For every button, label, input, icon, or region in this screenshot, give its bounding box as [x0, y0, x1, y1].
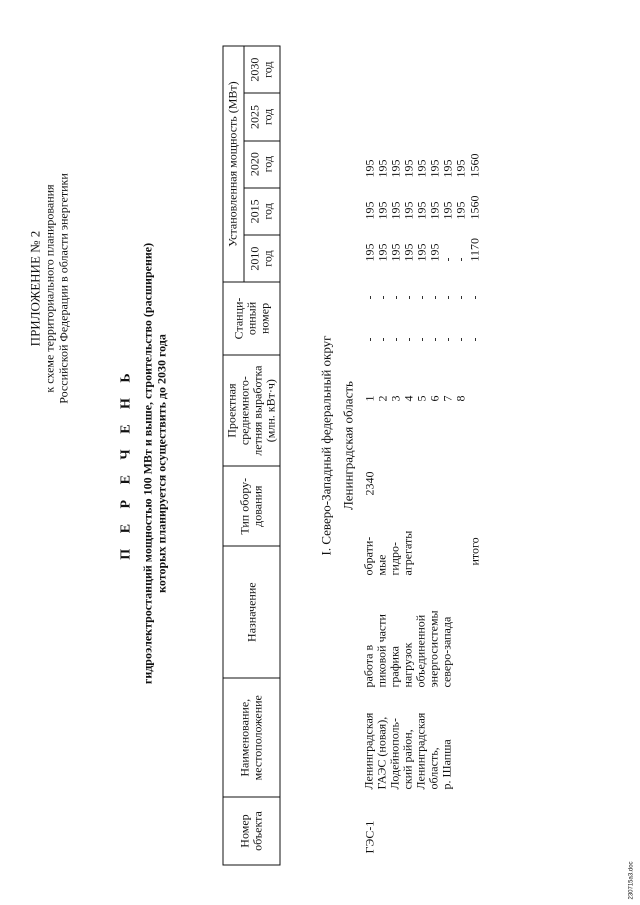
- total-cell-y2010: -: [467, 337, 481, 341]
- station-number-cell: 5: [414, 395, 428, 401]
- name-line: Ленинградская: [361, 712, 375, 789]
- capacity-cell-y2030: 195: [427, 159, 441, 177]
- name-line: ский район,: [400, 728, 414, 789]
- capacity-cell-y2015: -: [388, 295, 402, 299]
- heading-line-1: гидроэлектростанций мощностью 100 МВт и выше, строительство (расширение): [140, 242, 154, 684]
- purpose-line: нагрузок: [400, 641, 414, 687]
- capacity-cell-y2015: -: [440, 295, 454, 299]
- name-line: р. Шапша: [439, 738, 453, 789]
- entry-equipment: [362, 530, 414, 575]
- col-equipment-type: Тип обору- дования: [223, 466, 280, 545]
- capacity-cell-y2010: -: [440, 337, 454, 341]
- entry-purpose: [362, 610, 453, 687]
- appendix-block: [28, 108, 70, 468]
- capacity-cell-y2025: 195: [440, 201, 454, 219]
- purpose-line: северо-запада: [439, 616, 453, 687]
- capacity-cell-y2010: -: [388, 337, 402, 341]
- total-cell-y2025: 1560: [467, 195, 481, 219]
- capacity-cell-y2010: -: [401, 337, 415, 341]
- appendix-line-1: к схеме территориального планирования: [42, 183, 56, 393]
- equipment-line: мые: [374, 554, 388, 575]
- purpose-line: объединенной: [413, 614, 427, 687]
- entry-name-location: [362, 712, 453, 789]
- capacity-cell-y2015: -: [375, 295, 389, 299]
- name-line: Лодейнополь-: [387, 717, 401, 789]
- entry-total-label: итого: [467, 536, 481, 565]
- station-number-cell: 3: [388, 395, 402, 401]
- capacity-cell-y2020: 195: [401, 243, 415, 261]
- station-number-cell: 6: [427, 395, 441, 401]
- total-cell-y2020: 1170: [467, 237, 481, 261]
- equipment-line: агрегаты: [400, 530, 414, 575]
- col-design-output: Проектная среднемного- летняя выработка (млн. кВт·ч): [223, 354, 280, 466]
- document-heading: [118, 163, 168, 763]
- col-name-location: Наименование, местоположение: [223, 678, 280, 797]
- capacity-cell-y2020: 195: [375, 243, 389, 261]
- capacity-cell-y2030: 195: [414, 159, 428, 177]
- purpose-line: энергосистемы: [426, 609, 440, 687]
- capacity-cell-y2030: 195: [440, 159, 454, 177]
- capacity-cell-y2025: 195: [388, 201, 402, 219]
- station-number-cell: 4: [401, 395, 415, 401]
- capacity-cell-y2025: 195: [414, 201, 428, 219]
- entry-design-output: 2340: [362, 471, 376, 495]
- heading-line-2: которых планируется осуществить до 2030 года: [154, 333, 168, 593]
- equipment-line: гидро-: [387, 541, 401, 575]
- capacity-cell-y2025: 195: [427, 201, 441, 219]
- heading-title: П Е Р Е Ч Е Н Ь: [118, 366, 133, 560]
- col-installed-capacity: Установленная мощность (МВт): [223, 46, 244, 282]
- name-line: область,: [426, 746, 440, 789]
- document-id: 230715a3.doc: [628, 860, 634, 899]
- capacity-cell-y2020: 195: [362, 243, 376, 261]
- hydro-table-header: [222, 45, 280, 865]
- equipment-line: обрати-: [361, 536, 375, 575]
- capacity-cell-y2020: 195: [388, 243, 402, 261]
- section-district: I. Северо-Западный федеральный округ: [318, 334, 333, 556]
- capacity-cell-y2030: 195: [453, 159, 467, 177]
- capacity-cell-y2015: -: [401, 295, 415, 299]
- appendix-title: ПРИЛОЖЕНИЕ № 2: [27, 230, 42, 346]
- capacity-cell-y2030: 195: [401, 159, 415, 177]
- capacity-cell-y2020: -: [453, 257, 467, 261]
- col-purpose: Назначение: [223, 545, 280, 677]
- total-cell-y2030: 1560: [467, 153, 481, 177]
- station-number-cell: 8: [453, 395, 467, 401]
- capacity-cell-y2010: -: [362, 337, 376, 341]
- capacity-cell-y2015: -: [427, 295, 441, 299]
- capacity-cell-y2015: -: [453, 295, 467, 299]
- capacity-cell-y2025: 195: [453, 201, 467, 219]
- capacity-cell-y2025: 195: [362, 201, 376, 219]
- capacity-cell-y2015: -: [362, 295, 376, 299]
- capacity-cell-y2010: -: [453, 337, 467, 341]
- capacity-cell-y2030: 195: [388, 159, 402, 177]
- purpose-line: работа в: [361, 644, 375, 687]
- capacity-cell-y2010: -: [375, 337, 389, 341]
- name-line: ГАЭС (новая),: [374, 716, 388, 789]
- capacity-cell-y2020: -: [440, 257, 454, 261]
- entry-object-number: ГЭС-1: [362, 820, 376, 853]
- total-cell-y2015: -: [467, 295, 481, 299]
- col-station-number: Станци- онный номер: [223, 282, 280, 355]
- col-year-2010: 2010 год: [243, 234, 279, 281]
- col-year-2030: 2030 год: [243, 46, 279, 93]
- station-number-cell: 2: [375, 395, 389, 401]
- capacity-cell-y2020: 195: [427, 243, 441, 261]
- capacity-cell-y2030: 195: [375, 159, 389, 177]
- col-object-number: Номер объекта: [223, 797, 280, 865]
- col-year-2025: 2025 год: [243, 93, 279, 140]
- capacity-cell-y2020: 195: [414, 243, 428, 261]
- col-year-2020: 2020 год: [243, 140, 279, 187]
- name-line: Ленинградская: [413, 712, 427, 789]
- capacity-cell-y2015: -: [414, 295, 428, 299]
- purpose-line: пиковой части: [374, 613, 388, 687]
- capacity-cell-y2010: -: [427, 337, 441, 341]
- station-number-cell: 1: [362, 395, 376, 401]
- capacity-cell-y2010: -: [414, 337, 428, 341]
- capacity-cell-y2030: 195: [362, 159, 376, 177]
- capacity-cell-y2025: 195: [401, 201, 415, 219]
- capacity-cell-y2025: 195: [375, 201, 389, 219]
- col-year-2015: 2015 год: [243, 187, 279, 234]
- appendix-line-2: Российской Федерации в области энергетики: [56, 172, 70, 404]
- section-region: Ленинградская область: [340, 380, 355, 510]
- station-number-cell: 7: [440, 395, 454, 401]
- purpose-line: графика: [387, 645, 401, 687]
